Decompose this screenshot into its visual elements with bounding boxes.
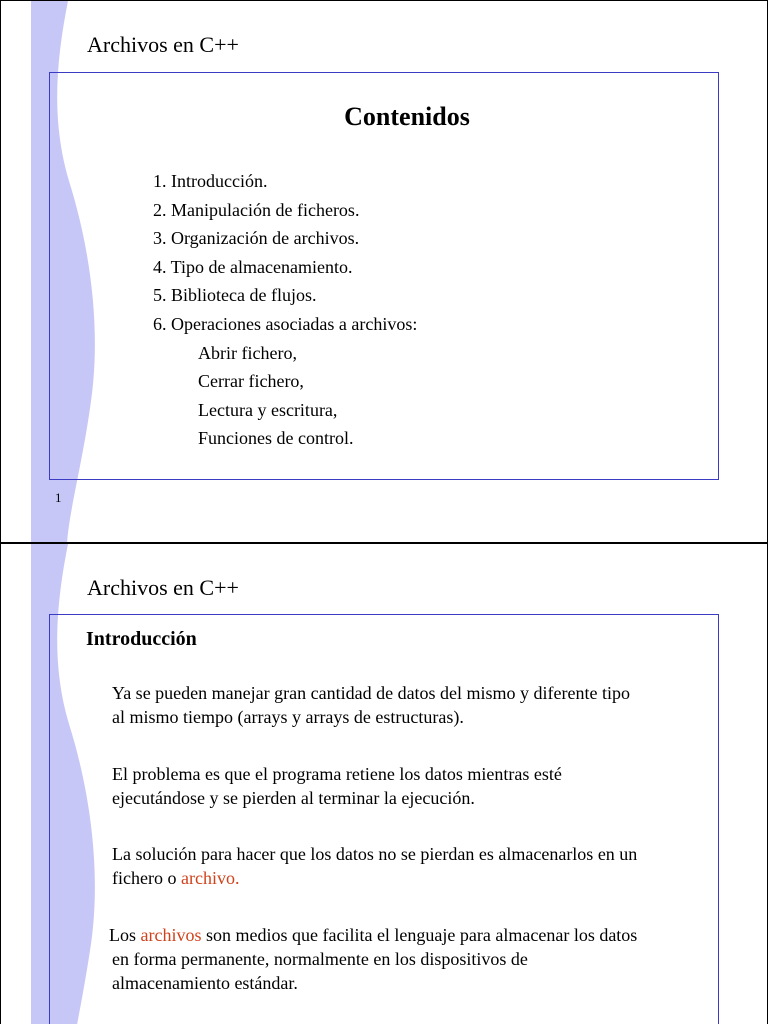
slide-title: Archivos en C++ [87, 32, 239, 57]
contents-heading: Contenidos [344, 102, 470, 131]
slide-number: 1 [55, 490, 62, 505]
toc-subitem: Abrir fichero, [198, 342, 297, 363]
toc-item: 6. Operaciones asociadas a archivos: [153, 313, 418, 334]
table-of-contents [153, 167, 417, 453]
toc-subitem: Cerrar fichero, [198, 371, 304, 392]
paragraph-4 [109, 923, 709, 995]
toc-subitem: Funciones de control. [198, 428, 354, 449]
text-line [109, 923, 709, 947]
highlighted-term: archivos [140, 925, 202, 945]
paragraph-2 [112, 762, 712, 810]
text-line: ejecutándose y se pierden al terminar la ejecución. [112, 788, 475, 808]
slide-2 [0, 543, 768, 1024]
paragraph-3 [112, 842, 712, 890]
text-segment: fichero o [112, 868, 181, 888]
text-line: La solución para hacer que los datos no se pierdan es almacenarlos en un [112, 844, 638, 864]
paragraph-1 [112, 681, 712, 729]
toc-item: 4. Tipo de almacenamiento. [153, 256, 353, 277]
slide-title: Archivos en C++ [87, 575, 239, 600]
text-line: en forma permanente, normalmente en los dispositivos de [112, 949, 528, 969]
text-line: Ya se pueden manejar gran cantidad de datos del mismo y diferente tipo [112, 683, 631, 703]
toc-item: 5. Biblioteca de flujos. [153, 285, 317, 306]
text-line: El problema es que el programa retiene los datos mientras esté [112, 764, 562, 784]
toc-subitem: Lectura y escritura, [198, 399, 338, 420]
section-heading: Introducción [86, 628, 197, 650]
toc-item: 3. Organización de archivos. [153, 228, 360, 249]
toc-item: 1. Introducción. [153, 171, 268, 191]
text-line [112, 866, 712, 890]
text-segment: Los [109, 925, 141, 945]
text-line: almacenamiento estándar. [112, 973, 298, 993]
toc-item: 2. Manipulación de ficheros. [153, 199, 360, 220]
highlighted-term: archivo. [180, 868, 240, 888]
text-segment: son medios que facilita el lenguaje para almacenar los datos [201, 925, 638, 945]
text-line: al mismo tiempo (arrays y arrays de estructuras). [112, 707, 464, 727]
